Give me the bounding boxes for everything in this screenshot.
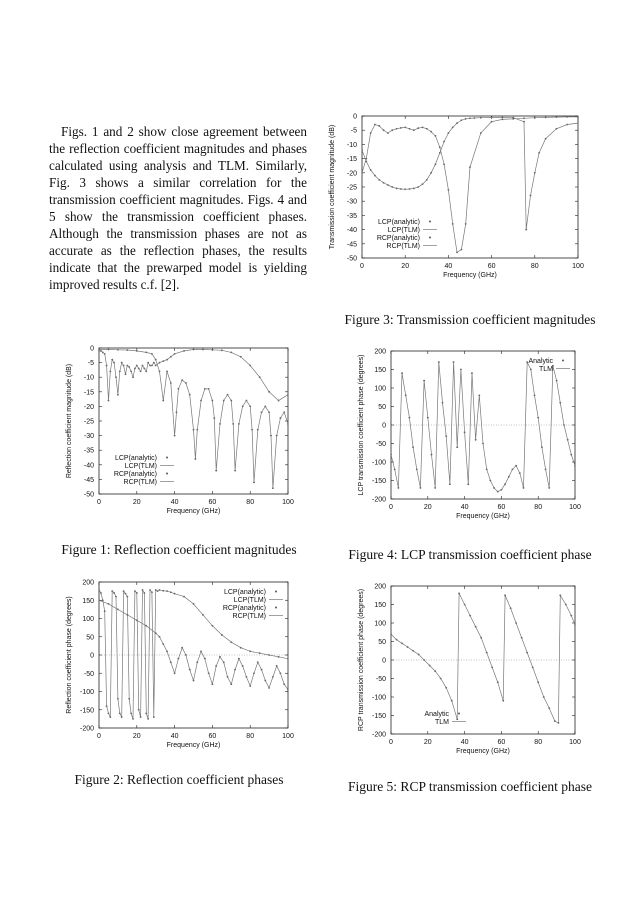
y-tick-label: -40 [83, 462, 94, 470]
y-axis-label: LCP transmission coefficient phase (degrees) [358, 354, 365, 496]
y-tick-label: -5 [87, 360, 94, 368]
x-tick-label: 80 [530, 263, 539, 270]
figure-3-chart [329, 108, 600, 288]
y-tick-label: -30 [346, 198, 357, 206]
y-tick-label: 150 [374, 367, 386, 374]
figure-2-caption: Figure 2: Reflection coefficient phases [74, 772, 284, 787]
x-tick-label: 40 [460, 504, 469, 511]
y-tick-label: -50 [83, 491, 94, 499]
legend-label: LCP(analytic) [377, 219, 420, 226]
x-tick-label: 100 [572, 263, 584, 270]
x-tick-label: 0 [389, 739, 393, 746]
plot-area [390, 361, 576, 492]
x-axis-label: Frequency (GHz) [166, 742, 221, 749]
series-points [390, 361, 576, 492]
figure-5-chart [345, 580, 595, 760]
legend-label: RCP(TLM) [123, 479, 157, 486]
x-tick-label: 20 [423, 739, 432, 746]
y-tick-label: -20 [83, 403, 94, 411]
x-tick-label: 60 [497, 504, 506, 511]
y-tick-label: -5 [350, 127, 357, 135]
y-tick-label: -50 [346, 255, 357, 263]
x-tick-label: 80 [534, 504, 543, 511]
x-tick-label: 40 [460, 739, 469, 746]
x-tick-label: 100 [282, 733, 294, 740]
legend-label: LCP(analytic) [114, 455, 157, 462]
series-line [362, 117, 578, 229]
x-tick-label: 0 [97, 499, 101, 506]
y-tick-label: -200 [79, 725, 94, 733]
y-tick-label: -100 [371, 694, 386, 702]
y-tick-label: 50 [378, 639, 386, 646]
legend-label: LCP(TLM) [387, 227, 420, 234]
y-tick-label: 150 [374, 602, 386, 609]
body-paragraph: Figs. 1 and 2 show close agreement between the reflection coefficient magnitudes and phases calculated using analysis and TLM. Similarly, Fig. 3 shows a similar correlation for the transmission coefficient magnitudes. Figs. 4 and 5 show the transmission coefficient phases. Although the transmission phases are not as accurate as the reflection phases, the results indicate that the prewarped model is yielding improved results c.f. [2]. [49, 124, 307, 292]
series-line [391, 362, 575, 492]
y-tick-label: -45 [346, 241, 357, 249]
y-axis-label: RCP transmission coefficient phase (degrees) [358, 588, 365, 732]
y-tick-label: 50 [86, 634, 94, 642]
y-tick-label: -200 [371, 496, 386, 504]
series-line [99, 350, 288, 401]
y-tick-label: 200 [374, 348, 386, 356]
series-points [361, 117, 579, 231]
y-tick-label: 0 [382, 657, 386, 665]
legend-label: RCP(TLM) [386, 243, 420, 250]
x-tick-label: 80 [534, 739, 543, 746]
y-tick-label: -15 [83, 389, 94, 397]
x-axis-label: Frequency (GHz) [456, 748, 510, 755]
x-tick-label: 40 [170, 499, 179, 506]
y-tick-label: 0 [90, 345, 94, 353]
y-axis-label: Reflection coefficient magnitude (dB) [66, 363, 73, 479]
y-tick-label: -50 [375, 441, 386, 448]
y-tick-label: 0 [353, 113, 357, 121]
y-tick-label: -25 [346, 184, 357, 192]
x-tick-label: 100 [282, 499, 294, 506]
series-points [98, 349, 289, 402]
y-tick-label: -25 [83, 418, 94, 426]
x-tick-label: 0 [389, 504, 393, 511]
x-tick-label: 100 [569, 739, 581, 746]
x-tick-label: 60 [208, 499, 217, 506]
y-axis-label: Transmission coefficient magnitude (dB) [329, 124, 336, 250]
y-tick-label: -10 [83, 374, 94, 382]
legend-label: RCP(analytic) [222, 605, 266, 612]
x-tick-label: 60 [208, 733, 217, 740]
y-tick-label: 100 [374, 385, 386, 393]
figure-5-caption: Figure 5: RCP transmission coefficient phase [347, 779, 593, 794]
figure-2-chart [55, 574, 303, 754]
x-tick-label: 20 [401, 263, 410, 270]
legend-label: LCP(TLM) [233, 597, 266, 604]
x-tick-label: 0 [360, 263, 364, 270]
legend-swatch [275, 607, 277, 609]
y-tick-label: -150 [371, 713, 386, 720]
y-tick-label: -35 [346, 212, 357, 220]
y-tick-label: 200 [374, 583, 386, 591]
y-tick-label: -40 [346, 227, 357, 235]
figure-4-caption: Figure 4: LCP transmission coefficient phase [348, 547, 592, 562]
y-tick-label: 100 [374, 620, 386, 628]
legend-swatch [458, 713, 460, 715]
legend-label: TLM [435, 719, 449, 726]
series-points [390, 593, 576, 724]
plot-area [390, 593, 576, 724]
y-tick-label: 150 [82, 597, 94, 605]
y-axis-label: Reflection coefficient phase (degrees) [66, 596, 73, 714]
y-tick-label: -50 [83, 670, 94, 678]
x-axis-label: Frequency (GHz) [166, 508, 221, 515]
x-tick-label: 20 [423, 504, 432, 511]
legend-label: RCP(analytic) [113, 471, 157, 478]
legend-swatch [166, 473, 168, 475]
legend-label: RCP(TLM) [232, 613, 266, 620]
legend-label: Analytic [424, 711, 449, 718]
legend-swatch [429, 237, 431, 239]
x-tick-label: 100 [569, 504, 581, 511]
figure-1-caption: Figure 1: Reflection coefficient magnitudes [61, 542, 297, 557]
legend-swatch [562, 360, 564, 362]
y-tick-label: -100 [371, 459, 386, 467]
x-axis-label: Frequency (GHz) [443, 272, 497, 279]
x-tick-label: 40 [444, 263, 453, 270]
legend-label: LCP(TLM) [124, 463, 157, 470]
y-tick-label: 0 [382, 422, 386, 430]
y-tick-label: -15 [346, 156, 357, 164]
y-tick-label: -10 [346, 141, 357, 149]
x-tick-label: 40 [170, 733, 179, 740]
legend-label: TLM [539, 366, 553, 373]
x-tick-label: 20 [132, 499, 141, 506]
y-tick-label: -150 [371, 478, 386, 485]
y-tick-label: 50 [378, 404, 386, 411]
legend-label: Analytic [528, 358, 553, 365]
x-tick-label: 20 [132, 733, 141, 740]
x-tick-label: 60 [497, 739, 506, 746]
y-tick-label: -50 [375, 676, 386, 683]
x-tick-label: 80 [246, 733, 255, 740]
x-tick-label: 80 [246, 499, 255, 506]
y-tick-label: -35 [83, 447, 94, 455]
y-tick-label: -45 [83, 476, 94, 484]
x-axis-label: Frequency (GHz) [456, 513, 510, 520]
legend-swatch [275, 591, 277, 593]
y-tick-label: 0 [90, 652, 94, 660]
y-tick-label: -30 [83, 433, 94, 441]
y-tick-label: -20 [346, 170, 357, 178]
figure-1-chart [55, 340, 303, 520]
y-tick-label: -200 [371, 731, 386, 739]
y-tick-label: 200 [82, 579, 94, 587]
figure-4-chart [345, 345, 595, 525]
y-tick-label: -150 [79, 707, 94, 715]
x-tick-label: 0 [97, 733, 101, 740]
legend-swatch [166, 457, 168, 459]
y-tick-label: 100 [82, 616, 94, 623]
legend-swatch [429, 221, 431, 223]
x-tick-label: 60 [487, 263, 496, 270]
series-line [391, 593, 575, 723]
legend-label: RCP(analytic) [376, 235, 420, 242]
figure-3-caption: Figure 3: Transmission coefficient magnitudes [344, 312, 596, 327]
legend-label: LCP(analytic) [223, 589, 266, 596]
y-tick-label: -100 [79, 689, 94, 696]
